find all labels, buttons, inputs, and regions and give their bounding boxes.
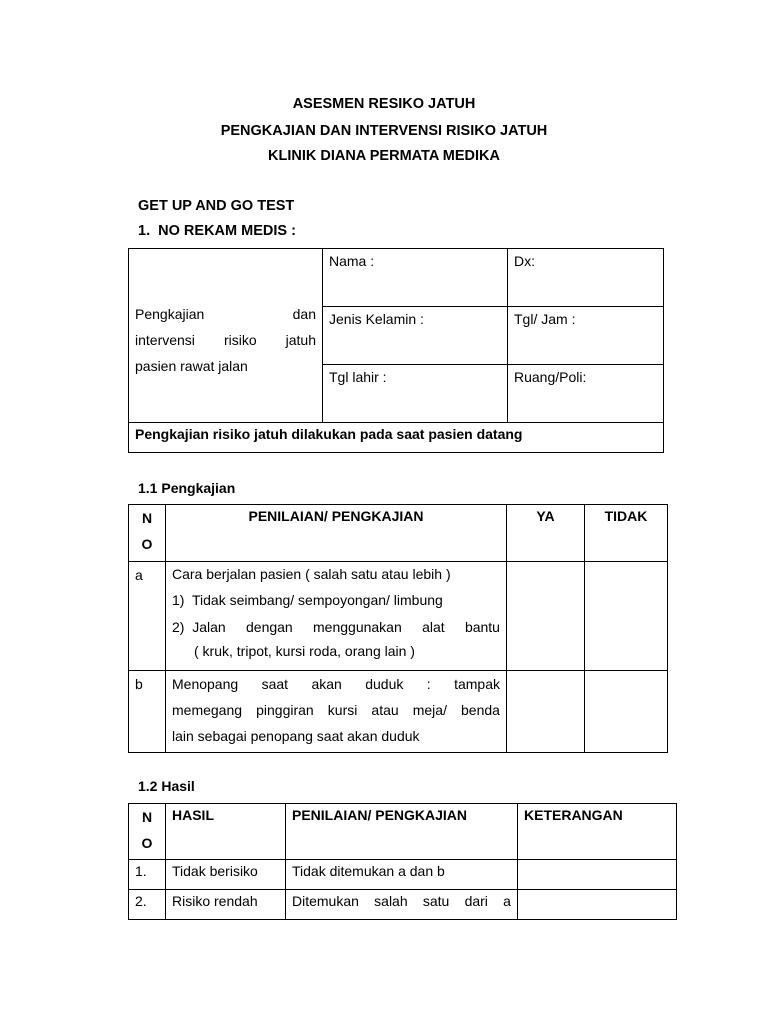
text-word: Pengkajian	[135, 305, 205, 322]
header-no-line1: N	[141, 809, 153, 825]
text-word: Menopang	[172, 676, 239, 692]
row-2-keterangan[interactable]	[518, 890, 677, 920]
text-word: :	[426, 676, 431, 692]
tgl-lahir-field[interactable]: Tgl lahir :	[323, 365, 508, 423]
row-b-content	[166, 671, 507, 753]
header-hasil: HASIL	[166, 804, 286, 860]
header-no-line1: N	[141, 510, 153, 526]
patient-info-table	[128, 248, 664, 453]
text-word: saat	[261, 676, 289, 692]
text-word: bantu	[464, 619, 500, 635]
row-a-no: a	[129, 562, 166, 671]
row-a-tidak-checkbox[interactable]	[585, 562, 668, 671]
row-1-hasil: Tidak berisiko	[166, 860, 286, 890]
ruang-poli-field[interactable]: Ruang/Poli:	[508, 365, 664, 423]
text-word: meja/	[412, 702, 447, 718]
header-penilaian: PENILAIAN/ PENGKAJIAN	[286, 804, 518, 860]
jenis-kelamin-field[interactable]: Jenis Kelamin :	[323, 307, 508, 365]
row-a-item2-cont: ( kruk, tripot, kursi roda, orang lain )	[194, 643, 415, 659]
text-word: akan	[311, 676, 342, 692]
text-word: dengan	[246, 619, 293, 635]
text-word: a	[503, 893, 511, 909]
text-word: menggunakan	[313, 619, 402, 635]
text-word: salah	[374, 893, 408, 909]
text-word: atau	[371, 702, 399, 718]
row-a-line1: Cara berjalan pasien ( salah satu atau lebih )	[172, 566, 451, 582]
text-word: memegang	[172, 702, 243, 718]
text-line: pasien rawat jalan	[135, 357, 248, 374]
test-title: GET UP AND GO TEST	[138, 198, 295, 214]
text-word: risiko	[223, 331, 257, 348]
header-keterangan: KETERANGAN	[518, 804, 677, 860]
row-1-penilaian: Tidak ditemukan a dan b	[286, 860, 518, 890]
text-word: duduk	[365, 676, 404, 692]
header-penilaian: PENILAIAN/ PENGKAJIAN	[166, 505, 507, 562]
row-2-penilaian	[286, 890, 518, 920]
text-word: 2) Jalan	[172, 619, 226, 635]
nama-field[interactable]: Nama :	[323, 249, 508, 307]
row-b-ya-checkbox[interactable]	[507, 671, 585, 753]
pengkajian-table	[128, 504, 668, 753]
text-word: Ditemukan	[292, 893, 359, 909]
rekam-medis-label: 1. NO REKAM MEDIS :	[138, 223, 296, 239]
header-no	[129, 804, 166, 860]
row-a-item1: 1) Tidak seimbang/ sempoyongan/ limbung	[172, 592, 443, 608]
header-no	[129, 505, 166, 562]
text-word: dari	[464, 893, 488, 909]
header-tidak: TIDAK	[585, 505, 668, 562]
text-word: tampak	[454, 676, 500, 692]
text-word: dan	[292, 305, 316, 322]
row-b-line3: lain sebagai penopang saat akan duduk	[172, 728, 420, 744]
patient-type-cell	[129, 249, 323, 423]
text-word: kursi	[327, 702, 358, 718]
header-no-line2: O	[141, 835, 153, 851]
row-1-keterangan[interactable]	[518, 860, 677, 890]
assessment-note: Pengkajian risiko jatuh dilakukan pada saat pasien datang	[129, 423, 664, 453]
text-word: pinggiran	[256, 702, 314, 718]
text-word: intervensi	[135, 331, 195, 348]
hasil-table	[128, 803, 677, 920]
text-word: jatuh	[285, 331, 316, 348]
text-word: alat	[422, 619, 445, 635]
row-2-hasil: Risiko rendah	[166, 890, 286, 920]
row-a-ya-checkbox[interactable]	[507, 562, 585, 671]
header-ya: YA	[507, 505, 585, 562]
tgl-jam-field[interactable]: Tgl/ Jam :	[508, 307, 664, 365]
row-b-no: b	[129, 671, 166, 753]
section-heading-hasil: 1.2 Hasil	[138, 778, 195, 794]
dx-field[interactable]: Dx:	[508, 249, 664, 307]
section-heading-pengkajian: 1.1 Pengkajian	[138, 480, 236, 496]
clinic-name: KLINIK DIANA PERMATA MEDIKA	[268, 148, 500, 164]
row-b-tidak-checkbox[interactable]	[585, 671, 668, 753]
doc-subtitle: PENGKAJIAN DAN INTERVENSI RISIKO JATUH	[220, 123, 548, 139]
header-no-line2: O	[141, 536, 153, 552]
row-2-no: 2.	[129, 890, 166, 920]
text-word: satu	[422, 893, 450, 909]
row-1-no: 1.	[129, 860, 166, 890]
row-a-content	[166, 562, 507, 671]
text-word: benda	[461, 702, 500, 718]
doc-title: ASESMEN RESIKO JATUH	[292, 96, 476, 112]
